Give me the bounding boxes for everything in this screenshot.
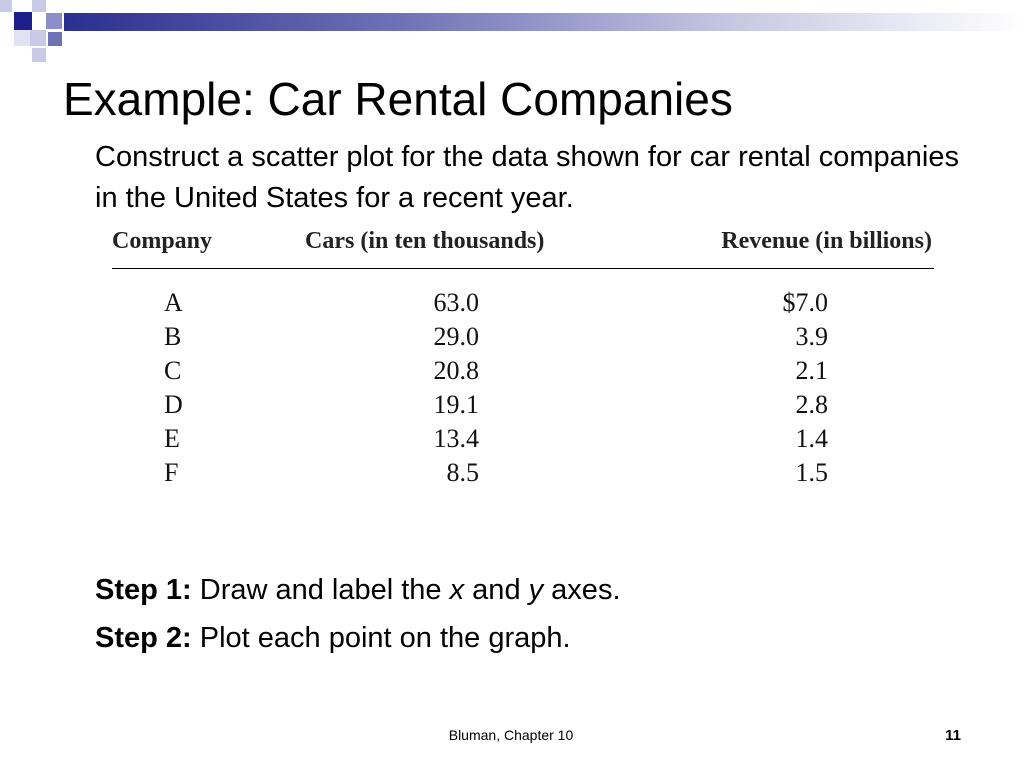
table-body — [112, 286, 934, 490]
cell-revenue: 1.4 — [795, 424, 828, 453]
decor-square — [32, 48, 46, 62]
header-cars: Cars (in ten thousands) — [305, 228, 545, 254]
step-text: and — [464, 574, 529, 606]
decor-square — [0, 0, 12, 12]
cell-cars: 63.0 — [433, 288, 479, 317]
decor-square — [30, 30, 46, 46]
decor-square — [14, 12, 32, 30]
steps-list — [95, 568, 621, 664]
cell-cars: 29.0 — [433, 322, 479, 351]
step-text: axes. — [543, 574, 621, 606]
cell-cars: 19.1 — [433, 390, 479, 419]
y-variable: y — [528, 574, 544, 606]
table-row — [112, 456, 934, 490]
table-row — [112, 320, 934, 354]
table-row — [112, 422, 934, 456]
slide-title: Example: Car Rental Companies — [63, 73, 733, 125]
slide-number: 11 — [945, 727, 961, 744]
cell-revenue: 1.5 — [795, 458, 828, 487]
header-decoration — [0, 0, 1024, 70]
decor-square — [46, 13, 62, 29]
step-text: Draw and label the — [191, 574, 450, 606]
table-row — [112, 354, 934, 388]
x-variable: x — [449, 574, 465, 606]
decor-square — [14, 30, 30, 46]
intro-text: Construct a scatter plot for the data shown for car rental companies in the United States for a recent year. — [95, 141, 959, 214]
cell-cars: 13.4 — [433, 424, 479, 453]
table-row — [112, 388, 934, 422]
header-company: Company — [112, 228, 213, 254]
decor-square — [32, 0, 46, 12]
step-label: Step 1: — [95, 574, 192, 606]
cell-cars: 8.5 — [446, 458, 479, 487]
step-2 — [95, 616, 621, 664]
data-table — [112, 224, 934, 490]
cell-company: C — [164, 356, 182, 385]
step-1 — [95, 568, 621, 616]
cell-company: D — [164, 390, 183, 419]
step-label: Step 2: — [95, 622, 192, 654]
cell-revenue: 2.8 — [795, 390, 828, 419]
header-gradient-bar — [64, 13, 1024, 31]
cell-company: E — [164, 424, 180, 453]
cell-company: B — [164, 322, 182, 351]
cell-revenue: $7.0 — [782, 288, 828, 317]
step-text: Plot each point on the graph. — [191, 622, 571, 654]
table-header — [112, 224, 934, 269]
table-row — [112, 286, 934, 320]
cell-revenue: 2.1 — [795, 356, 828, 385]
cell-company: F — [164, 458, 179, 487]
cell-cars: 20.8 — [433, 356, 479, 385]
footer-source: Bluman, Chapter 10 — [448, 727, 574, 743]
cell-revenue: 3.9 — [795, 322, 828, 351]
cell-company: A — [164, 288, 183, 317]
decor-square — [48, 32, 62, 46]
header-revenue: Revenue (in billions) — [721, 228, 932, 254]
